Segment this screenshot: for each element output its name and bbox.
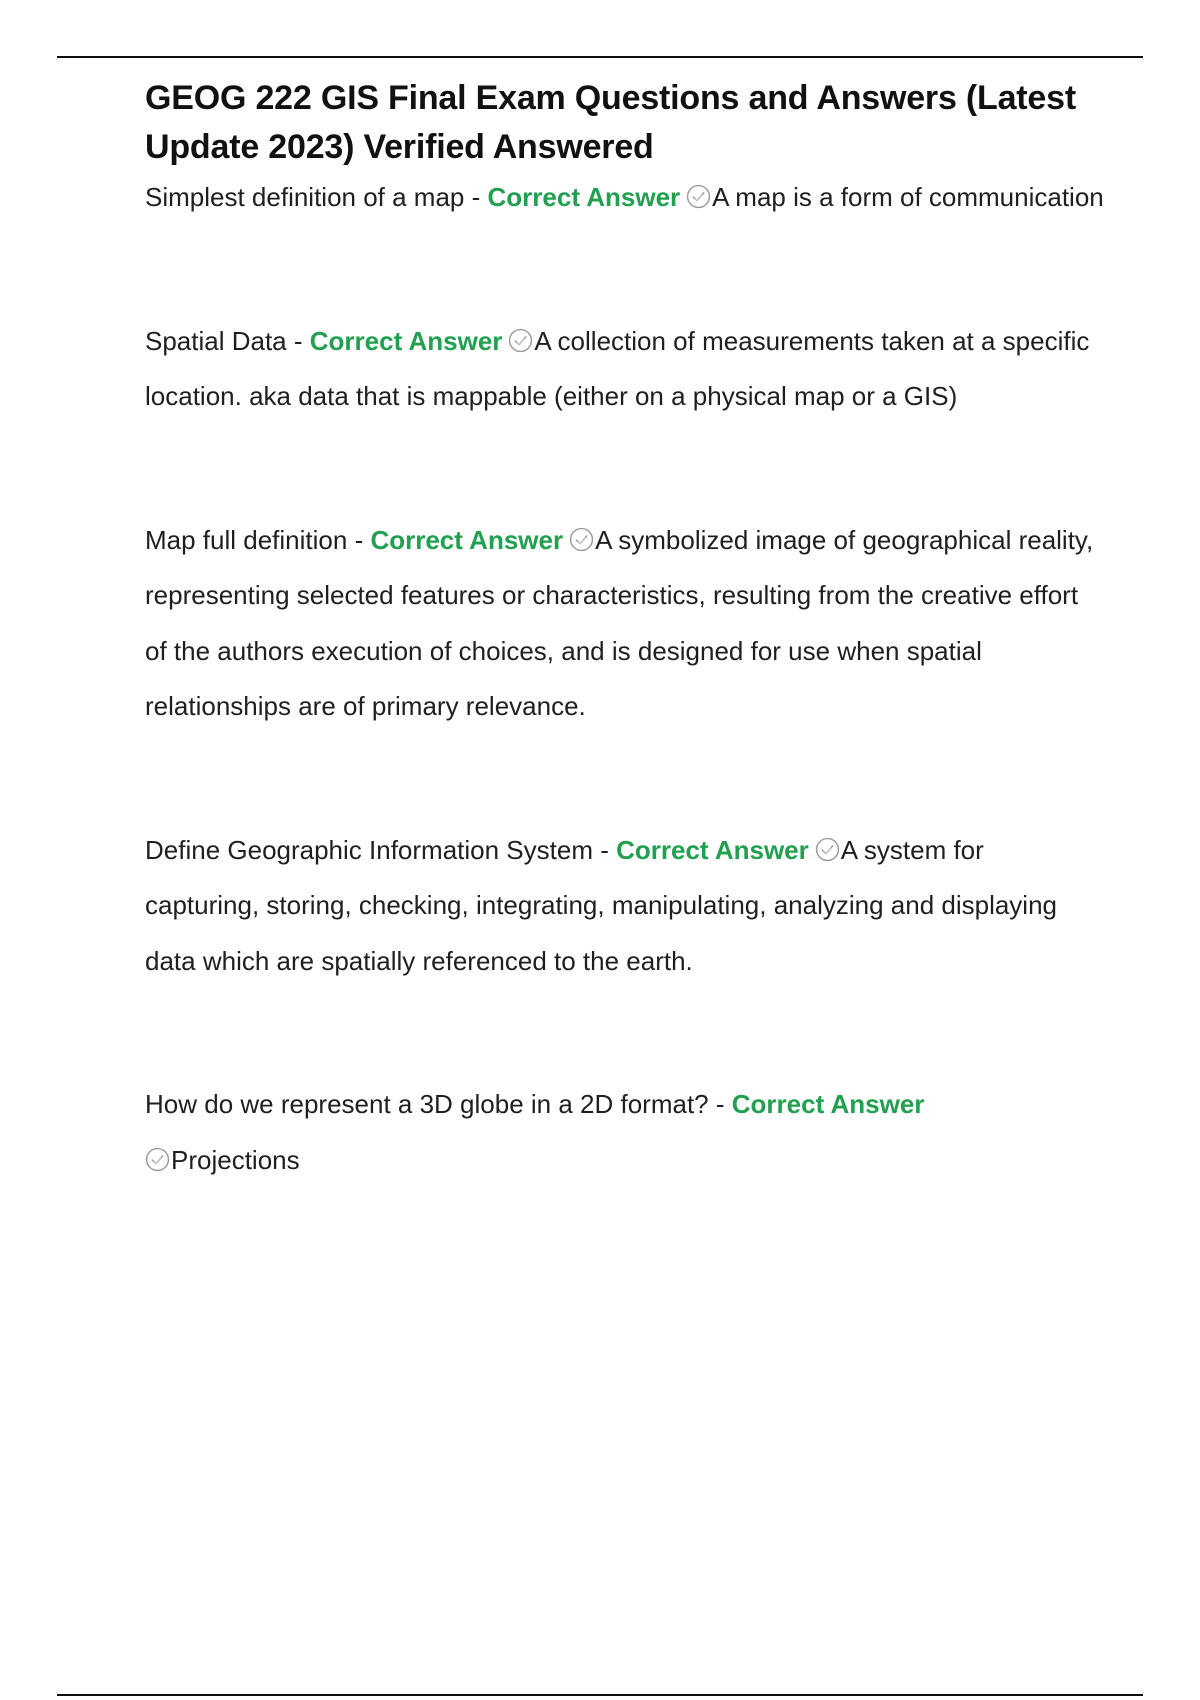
top-rule [57,56,1143,58]
page-title: GEOG 222 GIS Final Exam Questions and Answers (Latest Update 2023) Verified Answered [145,79,1076,166]
separator: - [593,834,617,865]
check-circle-icon [508,328,533,353]
answer-text: A system for capturing, storing, checking, integrating, manipulating, analyzing and displaying data which are spatially referenced to the earth. [145,834,1058,976]
question-text: Simplest definition of a map [145,182,465,212]
qa-item [145,1077,1105,1188]
question-text: How do we represent a 3D globe in a 2D format? [145,1089,709,1119]
qa-item [145,513,1105,735]
document-body [145,74,1105,1188]
check-circle-icon [145,1147,170,1172]
check-circle-icon [686,184,711,209]
qa-item [145,314,1105,425]
check-circle-icon [569,527,594,552]
correct-answer-label: Correct Answer [616,834,809,865]
separator: - [286,325,310,356]
bottom-rule [57,1694,1143,1696]
correct-answer-label: Correct Answer [731,1089,925,1119]
separator: - [708,1089,732,1119]
separator: - [464,182,488,212]
question-text: Spatial Data [145,325,287,356]
answer-text: A map is a form of communication [712,182,1104,212]
correct-answer-label: Correct Answer [309,325,503,356]
qa-item [145,823,1105,990]
separator: - [347,524,371,555]
answer-text: A collection of measurements taken at a specific location. aka data that is mappable (either on a physical map or a GIS) [145,325,1090,411]
correct-answer-label: Correct Answer [487,182,681,212]
qa-item [145,170,1105,226]
question-text: Map full definition [145,524,348,555]
question-text: Define Geographic Information System [145,834,593,865]
correct-answer-label: Correct Answer [370,524,564,555]
answer-text: A symbolized image of geographical reality, representing selected features or characteristics, resulting from the creative effort of the authors execution of choices, and is designed for use when spatial relationships are of primary relevance. [145,524,1094,721]
answer-text: Projections [171,1144,300,1175]
check-circle-icon [815,837,840,862]
